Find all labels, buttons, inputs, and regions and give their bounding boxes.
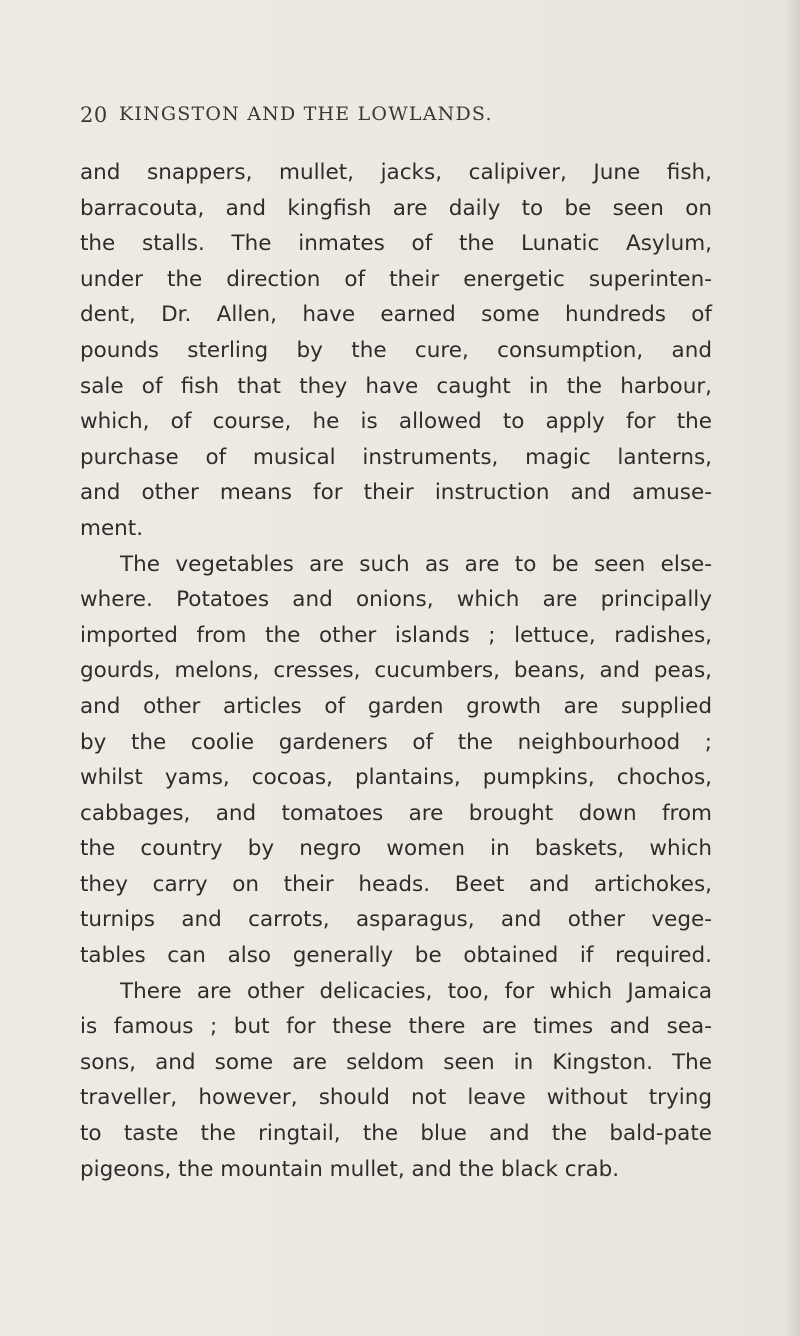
- page-edge-shadow: [786, 0, 800, 1336]
- text-line: pigeons, the mountain mullet, and the black crab.: [80, 1156, 620, 1182]
- text-line: where. Potatoes and onions, which are principally: [80, 587, 712, 613]
- text-line: the country by negro women in baskets, which: [80, 836, 712, 862]
- text-line: which, of course, he is allowed to apply for the: [80, 409, 712, 435]
- text-line: they carry on their heads. Beet and artichokes,: [80, 871, 712, 897]
- text-line: dent, Dr. Allen, have earned some hundreds of: [80, 302, 712, 328]
- paragraph-first-line: The vegetables are such as are to be seen else-: [120, 551, 712, 577]
- text-line: the stalls. The inmates of the Lunatic Asylum,: [80, 231, 712, 257]
- running-title: KINGSTON AND THE LOWLANDS.: [119, 103, 493, 125]
- body-text: [80, 155, 712, 1187]
- text-line: turnips and carrots, asparagus, and other vege-: [80, 907, 712, 933]
- text-line: purchase of musical instruments, magic lanterns,: [80, 444, 712, 470]
- paragraph-first-line: There are other delicacies, too, for which Jamaica: [120, 978, 712, 1004]
- text-line: and other means for their instruction and amuse-: [80, 480, 712, 506]
- running-head: [80, 103, 720, 143]
- text-line: gourds, melons, cresses, cucumbers, beans, and peas,: [80, 658, 712, 684]
- page-number: 20: [80, 103, 108, 127]
- text-line: cabbages, and tomatoes are brought down from: [80, 800, 712, 826]
- text-line: tables can also generally be obtained if required.: [80, 943, 712, 969]
- text-line: barracouta, and kingfish are daily to be seen on: [80, 195, 712, 221]
- text-line: by the coolie gardeners of the neighbourhood ;: [80, 729, 712, 755]
- text-line: to taste the ringtail, the blue and the bald-pate: [80, 1121, 712, 1147]
- text-line: is famous ; but for these there are times and sea-: [80, 1014, 712, 1040]
- text-line: sale of fish that they have caught in the harbour,: [80, 373, 712, 399]
- text-line: and snappers, mullet, jacks, calipiver, June fish,: [80, 160, 712, 185]
- text-line: sons, and some are seldom seen in Kingston. The: [80, 1049, 712, 1075]
- text-line: pounds sterling by the cure, consumption, and: [80, 337, 712, 363]
- text-line: and other articles of garden growth are supplied: [80, 693, 712, 719]
- text-line: imported from the other islands ; lettuce, radishes,: [80, 622, 712, 648]
- text-line: under the direction of their energetic superinten-: [80, 266, 712, 292]
- text-line: traveller, however, should not leave without trying: [80, 1085, 712, 1111]
- text-line: whilst yams, cocoas, plantains, pumpkins, chochos,: [80, 765, 712, 791]
- text-line: ment.: [80, 515, 144, 541]
